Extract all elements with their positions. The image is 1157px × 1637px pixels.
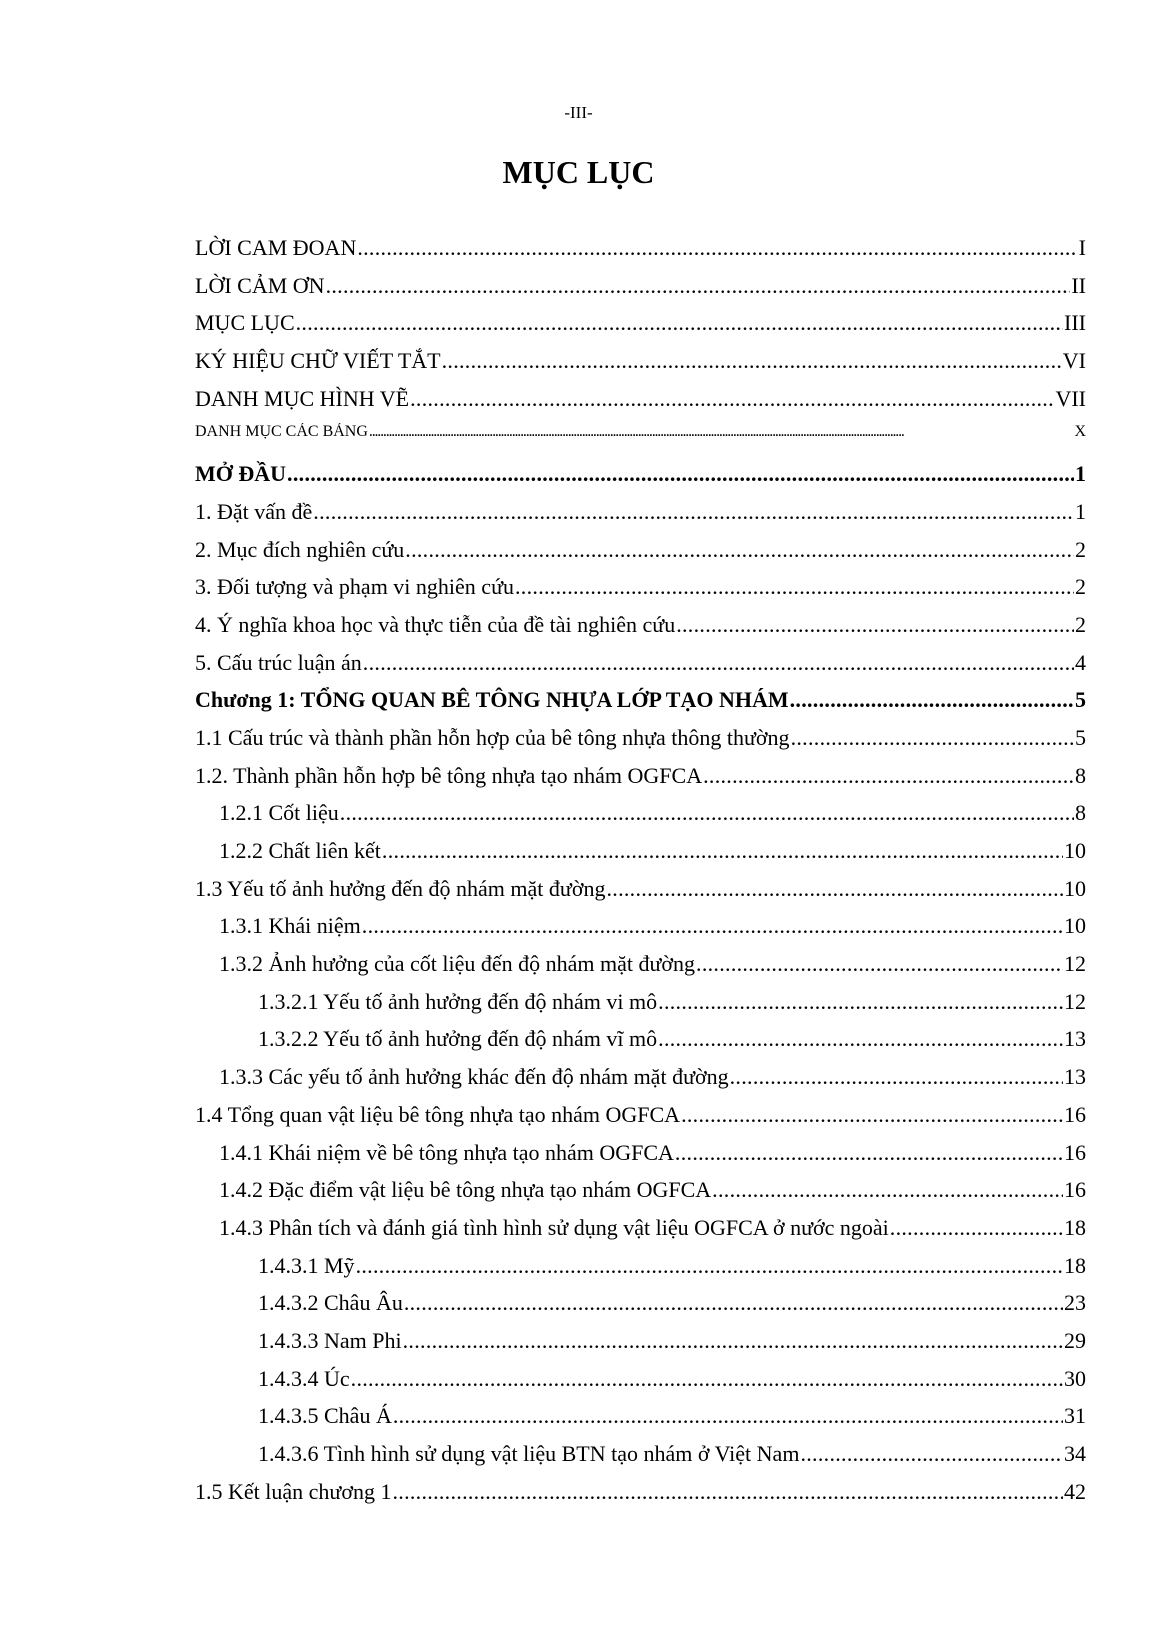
toc-entry-1-2-1[interactable]: 1.2.1 Cốt liệu . . . 8 [195, 800, 1086, 838]
page-number: -III- [564, 103, 593, 122]
toc-entry-1-4[interactable]: 1.4 Tổng quan vật liệu bê tông nhựa tạo nhám OGFCA . . . 16 [195, 1102, 1086, 1140]
toc-entry-1-3-1[interactable]: 1.3.1 Khái niệm . . . 10 [195, 913, 1086, 951]
toc-entry-intro-5[interactable]: 5. Cấu trúc luận án . . . 4 [195, 650, 1086, 688]
toc-entry-intro-1[interactable]: 1. Đặt vấn đề . . . 1 [195, 499, 1086, 537]
toc-entry-1-4-3[interactable]: 1.4.3 Phân tích và đánh giá tình hình sử dụng vật liệu OGFCA ở nước ngoài . . . 18 [195, 1215, 1086, 1253]
toc-entry-1-4-1[interactable]: 1.4.1 Khái niệm về bê tông nhựa tạo nhám OGFCA . . . 16 [195, 1140, 1086, 1178]
toc-entry-1-1[interactable]: 1.1 Cấu trúc và thành phần hỗn hợp của bê tông nhựa thông thường . . . 5 [195, 725, 1086, 763]
toc-entry-intro-4[interactable]: 4. Ý nghĩa khoa học và thực tiễn của đề tài nghiên cứu . . . 2 [195, 612, 1086, 650]
toc-entry-1-3-2[interactable]: 1.3.2 Ảnh hưởng của cốt liệu đến độ nhám mặt đường . . . 12 [195, 951, 1086, 989]
toc-entry-chapter-1[interactable]: Chương 1: TỔNG QUAN BÊ TÔNG NHỰA LỚP TẠO NHÁM . . . 5 [195, 687, 1086, 725]
toc-entry-1-3-2-2[interactable]: 1.3.2.2 Yếu tố ảnh hưởng đến độ nhám vĩ mô . . . 13 [195, 1026, 1086, 1064]
toc-entry-1-4-3-3[interactable]: 1.4.3.3 Nam Phi . . . 29 [195, 1328, 1086, 1366]
table-of-contents [195, 235, 1086, 1516]
toc-entry-1-3-2-1[interactable]: 1.3.2.1 Yếu tố ảnh hưởng đến độ nhám vi mô . . . 12 [195, 989, 1086, 1027]
toc-entry-loi-cam-doan[interactable]: LỜI CAM ĐOAN . . . I [195, 235, 1086, 273]
toc-entry-1-2-2[interactable]: 1.2.2 Chất liên kết . . . 10 [195, 838, 1086, 876]
toc-entry-intro-2[interactable]: 2. Mục đích nghiên cứu . . . 2 [195, 537, 1086, 575]
toc-entry-1-4-3-5[interactable]: 1.4.3.5 Châu Á . . . 31 [195, 1403, 1086, 1441]
toc-entry-1-5[interactable]: 1.5 Kết luận chương 1 . . . 42 [195, 1479, 1086, 1517]
toc-entry-danh-muc-hinh-ve[interactable]: DANH MỤC HÌNH VẼ . . . VII [195, 386, 1086, 424]
toc-entry-1-2[interactable]: 1.2. Thành phần hỗn hợp bê tông nhựa tạo nhám OGFCA . . . 8 [195, 763, 1086, 801]
toc-entry-1-4-2[interactable]: 1.4.2 Đặc điểm vật liệu bê tông nhựa tạo nhám OGFCA . . . 16 [195, 1177, 1086, 1215]
toc-entry-1-4-3-4[interactable]: 1.4.3.4 Úc . . . 30 [195, 1366, 1086, 1404]
toc-entry-1-3-3[interactable]: 1.3.3 Các yếu tố ảnh hưởng khác đến độ nhám mặt đường . . . 13 [195, 1064, 1086, 1102]
toc-entry-1-3[interactable]: 1.3 Yếu tố ảnh hưởng đến độ nhám mặt đường . . . 10 [195, 876, 1086, 914]
toc-entry-loi-cam-on[interactable]: LỜI CẢM ƠN . . . II [195, 273, 1086, 311]
toc-entry-danh-muc-cac-bang[interactable]: DANH MỤC CÁC BẢNG . . . X [195, 423, 1086, 461]
toc-entry-mo-dau[interactable]: MỞ ĐẦU . . . 1 [195, 461, 1086, 499]
toc-entry-ky-hieu[interactable]: KÝ HIỆU CHỮ VIẾT TẮT . . . VI [195, 348, 1086, 386]
toc-entry-1-4-3-1[interactable]: 1.4.3.1 Mỹ . . . 18 [195, 1253, 1086, 1291]
toc-entry-muc-luc[interactable]: MỤC LỤC . . . III [195, 310, 1086, 348]
page-title: MỤC LỤC [502, 154, 655, 190]
toc-entry-1-4-3-6[interactable]: 1.4.3.6 Tình hình sử dụng vật liệu BTN tạo nhám ở Việt Nam . . . 34 [195, 1441, 1086, 1479]
toc-entry-1-4-3-2[interactable]: 1.4.3.2 Châu Âu . . . 23 [195, 1290, 1086, 1328]
toc-entry-intro-3[interactable]: 3. Đối tượng và phạm vi nghiên cứu . . . 2 [195, 574, 1086, 612]
